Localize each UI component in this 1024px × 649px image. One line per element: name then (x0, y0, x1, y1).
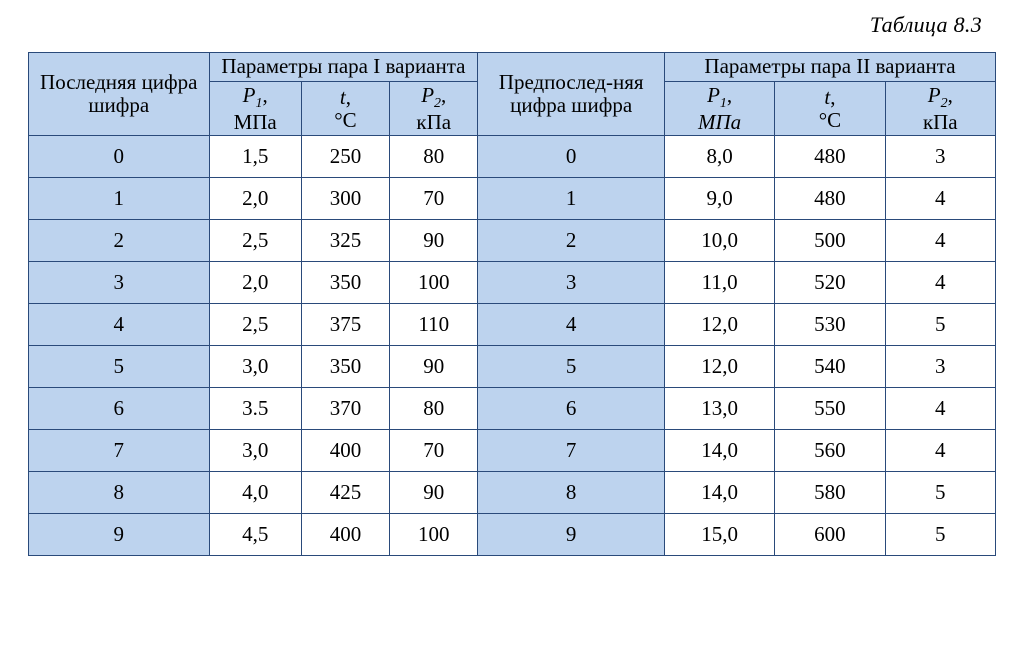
cell-last-digit: 8 (29, 472, 210, 514)
header-p2-variant-1: $P_2$, кПа (390, 81, 478, 136)
table-row (29, 514, 996, 556)
cell-last-digit: 0 (29, 136, 210, 178)
steam-parameters-table-wrapper (28, 52, 996, 556)
cell-t-variant-2: 520 (775, 262, 885, 304)
cell-p1-variant-1: 2,5 (209, 220, 301, 262)
cell-second-last-digit: 0 (478, 136, 665, 178)
cell-p2-variant-2: 4 (885, 178, 995, 220)
cell-last-digit: 1 (29, 178, 210, 220)
table-row (29, 472, 996, 514)
header-second-last-digit: Предпослед-няя цифра шифра (478, 53, 665, 136)
cell-t-variant-1: 300 (301, 178, 389, 220)
header-last-digit: Последняя цифра шифра (29, 53, 210, 136)
cell-p2-variant-2: 3 (885, 136, 995, 178)
cell-p2-variant-2: 5 (885, 514, 995, 556)
table-row (29, 178, 996, 220)
cell-p2-variant-2: 4 (885, 388, 995, 430)
cell-t-variant-1: 325 (301, 220, 389, 262)
cell-p1-variant-1: 2,0 (209, 262, 301, 304)
table-row (29, 346, 996, 388)
cell-second-last-digit: 9 (478, 514, 665, 556)
cell-last-digit: 2 (29, 220, 210, 262)
header-group-variant-1: Параметры пара I варианта (209, 53, 478, 82)
cell-p1-variant-2: 14,0 (664, 430, 774, 472)
table-row (29, 262, 996, 304)
cell-last-digit: 5 (29, 346, 210, 388)
cell-t-variant-2: 500 (775, 220, 885, 262)
cell-t-variant-1: 400 (301, 430, 389, 472)
cell-p1-variant-1: 1,5 (209, 136, 301, 178)
cell-p1-variant-2: 13,0 (664, 388, 774, 430)
cell-p1-variant-1: 4,5 (209, 514, 301, 556)
cell-p1-variant-1: 4,0 (209, 472, 301, 514)
cell-t-variant-1: 350 (301, 262, 389, 304)
cell-second-last-digit: 2 (478, 220, 665, 262)
cell-p2-variant-1: 100 (390, 514, 478, 556)
table-row (29, 388, 996, 430)
cell-second-last-digit: 8 (478, 472, 665, 514)
cell-last-digit: 4 (29, 304, 210, 346)
cell-t-variant-1: 375 (301, 304, 389, 346)
cell-p2-variant-2: 3 (885, 346, 995, 388)
cell-p2-variant-1: 70 (390, 178, 478, 220)
cell-last-digit: 7 (29, 430, 210, 472)
cell-p1-variant-2: 9,0 (664, 178, 774, 220)
cell-t-variant-2: 540 (775, 346, 885, 388)
table-row (29, 136, 996, 178)
cell-p2-variant-1: 90 (390, 472, 478, 514)
cell-t-variant-1: 370 (301, 388, 389, 430)
cell-p2-variant-2: 4 (885, 430, 995, 472)
cell-p1-variant-1: 2,5 (209, 304, 301, 346)
cell-p2-variant-1: 70 (390, 430, 478, 472)
cell-p2-variant-2: 4 (885, 220, 995, 262)
cell-p2-variant-1: 80 (390, 136, 478, 178)
cell-p1-variant-2: 10,0 (664, 220, 774, 262)
cell-second-last-digit: 4 (478, 304, 665, 346)
header-p2-variant-2: $P_2$, кПа (885, 81, 995, 136)
cell-p2-variant-2: 4 (885, 262, 995, 304)
header-t-variant-2: t, °C (775, 81, 885, 136)
cell-p2-variant-2: 5 (885, 472, 995, 514)
cell-last-digit: 3 (29, 262, 210, 304)
cell-p1-variant-1: 2,0 (209, 178, 301, 220)
cell-p1-variant-2: 12,0 (664, 304, 774, 346)
table-row (29, 430, 996, 472)
cell-p1-variant-2: 14,0 (664, 472, 774, 514)
header-group-variant-2: Параметры пара II варианта (664, 53, 995, 82)
cell-last-digit: 9 (29, 514, 210, 556)
cell-p1-variant-1: 3,0 (209, 346, 301, 388)
cell-t-variant-2: 560 (775, 430, 885, 472)
cell-last-digit: 6 (29, 388, 210, 430)
cell-p1-variant-2: 15,0 (664, 514, 774, 556)
cell-second-last-digit: 6 (478, 388, 665, 430)
cell-t-variant-1: 250 (301, 136, 389, 178)
cell-second-last-digit: 1 (478, 178, 665, 220)
header-t-variant-1: t, °C (301, 81, 389, 136)
cell-p2-variant-1: 90 (390, 220, 478, 262)
cell-p1-variant-2: 8,0 (664, 136, 774, 178)
cell-p1-variant-1: 3,0 (209, 430, 301, 472)
cell-t-variant-2: 480 (775, 178, 885, 220)
cell-t-variant-2: 580 (775, 472, 885, 514)
table-head (29, 53, 996, 136)
cell-p1-variant-1: 3.5 (209, 388, 301, 430)
header-p1-variant-2: $P_1$, МПа (664, 81, 774, 136)
table-caption: Таблица 8.3 (869, 12, 982, 37)
cell-p1-variant-2: 11,0 (664, 262, 774, 304)
cell-p2-variant-1: 80 (390, 388, 478, 430)
cell-p1-variant-2: 12,0 (664, 346, 774, 388)
cell-second-last-digit: 3 (478, 262, 665, 304)
table-row (29, 304, 996, 346)
cell-second-last-digit: 5 (478, 346, 665, 388)
cell-t-variant-1: 350 (301, 346, 389, 388)
header-p1-variant-1: $P_1$, МПа (209, 81, 301, 136)
cell-t-variant-1: 425 (301, 472, 389, 514)
table-body (29, 136, 996, 556)
cell-t-variant-2: 550 (775, 388, 885, 430)
cell-p2-variant-1: 110 (390, 304, 478, 346)
cell-t-variant-2: 480 (775, 136, 885, 178)
header-row-groups (29, 53, 996, 82)
cell-p2-variant-1: 90 (390, 346, 478, 388)
cell-t-variant-2: 600 (775, 514, 885, 556)
cell-t-variant-2: 530 (775, 304, 885, 346)
cell-second-last-digit: 7 (478, 430, 665, 472)
table-row (29, 220, 996, 262)
steam-parameters-table (28, 52, 996, 556)
cell-p2-variant-2: 5 (885, 304, 995, 346)
cell-p2-variant-1: 100 (390, 262, 478, 304)
cell-t-variant-1: 400 (301, 514, 389, 556)
